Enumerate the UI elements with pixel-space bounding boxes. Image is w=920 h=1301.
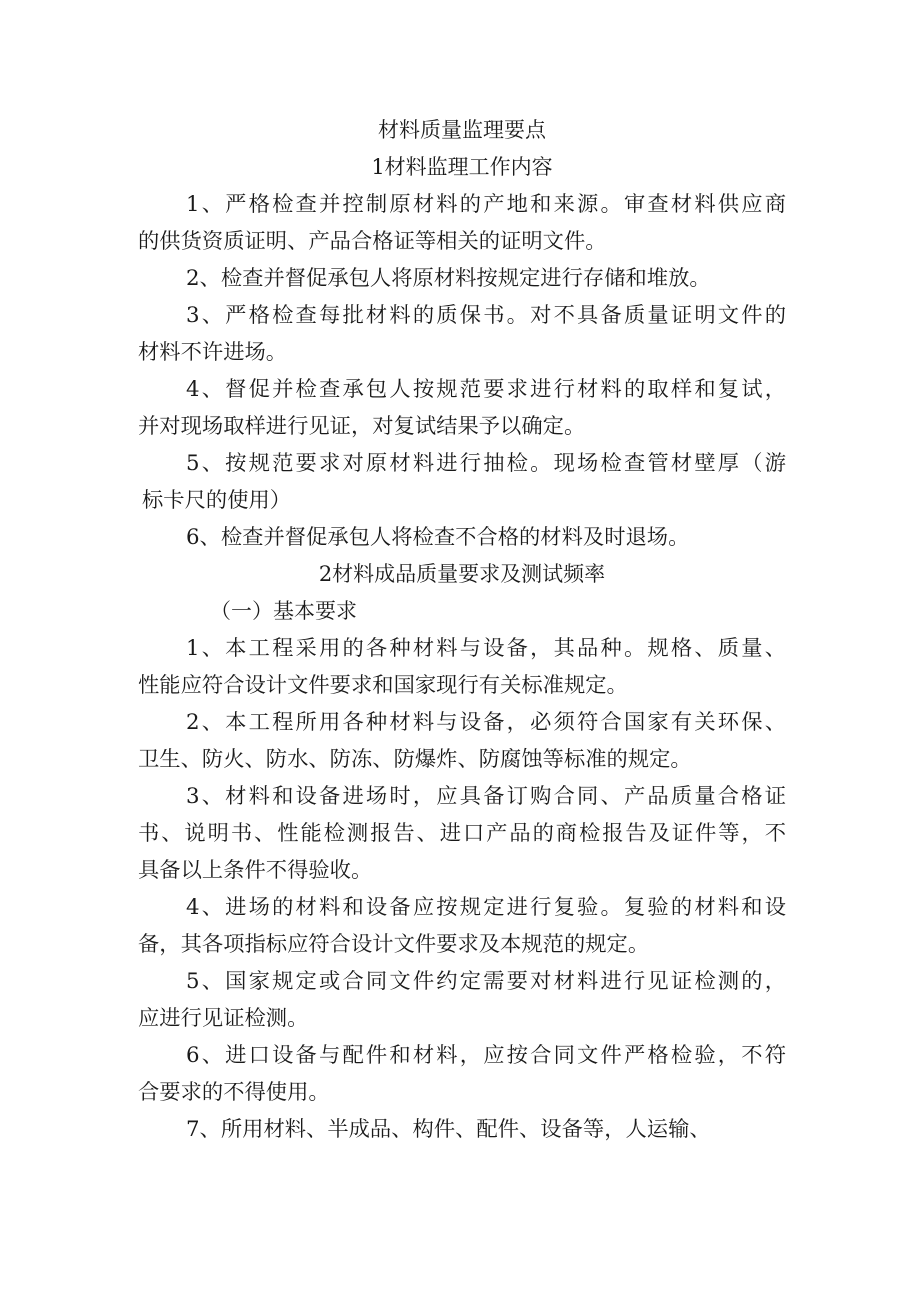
paragraph-line: 合要求的不得使用。 [138,1080,330,1105]
section-2-subheading: （一）基本要求 [210,599,357,623]
paragraph [138,260,786,297]
paragraph [138,445,786,519]
paragraph-line: 性能应符合设计文件要求和国家现行有关标准规定。 [138,673,628,698]
paragraph [138,704,786,778]
section-2-body [138,630,786,1148]
paragraph-line: 书、说明书、性能检测报告、进口产品的商检报告及证件等，不 [138,821,786,846]
paragraph-line: 6、进口设备与配件和材料，应按合同文件严格检验，不符 [186,1043,786,1068]
paragraph [138,371,786,445]
paragraph-line: 卫生、防火、防水、防冻、防爆炸、防腐蚀等标准的规定。 [138,747,692,772]
paragraph-line: 具备以上条件不得验收。 [138,858,373,883]
section-1-body [138,186,786,556]
paragraph-line: 材料不许进场。 [138,340,288,365]
paragraph-line: 2、检查并督促承包人将原材料按规定进行存储和堆放。 [186,266,711,291]
document-title: 材料质量监理要点 [378,118,546,142]
section-1-heading: 1材料监理工作内容 [371,155,553,179]
paragraph-line: 6、检查并督促承包人将检查不合格的材料及时退场。 [186,525,690,550]
paragraph-line: 标卡尺的使用） [142,488,292,513]
paragraph [138,630,786,704]
paragraph [138,297,786,371]
paragraph-line: 7、所用材料、半成品、构件、配件、设备等，人运输、 [186,1117,711,1142]
paragraph-line: 备，其各项指标应符合设计文件要求及本规范的规定。 [138,932,650,957]
paragraph-line: 1、严格检查并控制原材料的产地和来源。审查材料供应商 [186,192,786,217]
paragraph-line: 3、严格检查每批材料的质保书。对不具备质量证明文件的 [186,303,786,328]
paragraph-line: 5、国家规定或合同文件约定需要对材料进行见证检测的， [186,969,786,994]
paragraph-line: 5、按规范要求对原材料进行抽检。现场检查管材壁厚（游 [186,451,786,476]
paragraph-line: 3、材料和设备进场时，应具备订购合同、产品质量合格证 [186,784,786,809]
paragraph-line: 1、本工程采用的各种材料与设备，其品种。规格、质量、 [186,636,786,661]
section-2-heading: 2材料成品质量要求及测试频率 [318,562,606,586]
document-page [138,112,786,1148]
paragraph [138,519,786,556]
paragraph [138,1111,786,1148]
paragraph-line: 2、本工程所用各种材料与设备，必须符合国家有关环保、 [186,710,786,735]
paragraph-line: 的供货资质证明、产品合格证等相关的证明文件。 [138,229,607,254]
paragraph [138,1037,786,1111]
paragraph [138,963,786,1037]
paragraph [138,186,786,260]
paragraph [138,889,786,963]
paragraph [138,778,786,889]
paragraph-line: 4、进场的材料和设备应按规定进行复验。复验的材料和设 [186,895,786,920]
paragraph-line: 应进行见证检测。 [138,1006,309,1031]
paragraph-line: 并对现场取样进行见证，对复试结果予以确定。 [138,414,586,439]
paragraph-line: 4、督促并检查承包人按规范要求进行材料的取样和复试， [186,377,786,402]
